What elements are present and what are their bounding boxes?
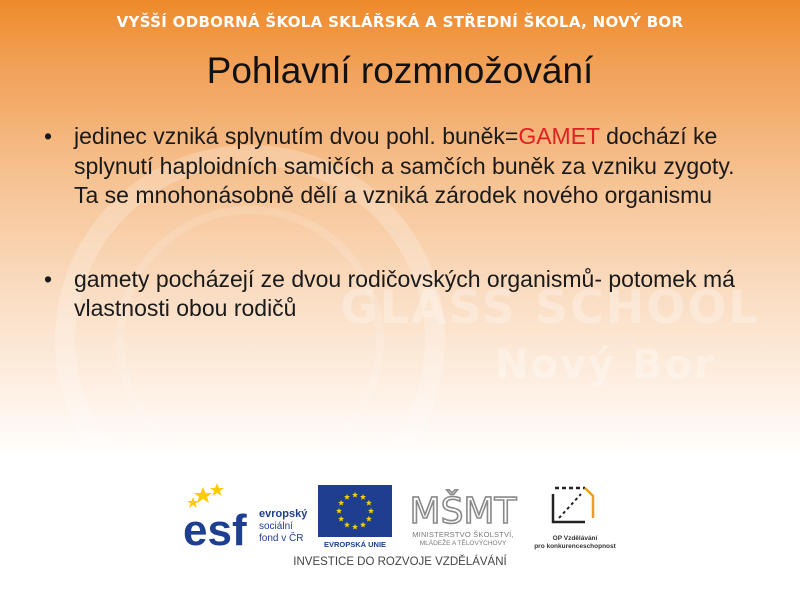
esf-letters: esf <box>183 506 247 551</box>
bullet-item-parents <box>44 265 744 324</box>
msmt-logo <box>398 483 528 531</box>
msmt-line2: MLÁDEŽE A TĚLOVÝCHOVY <box>419 540 507 547</box>
bullet-marker: • <box>44 123 53 149</box>
bullet-item-gamets <box>44 122 744 211</box>
op-line2: pro konkurenceschopnost <box>534 543 616 550</box>
op-frame-icon <box>553 488 593 522</box>
watermark-line2: Nový Bor <box>495 342 716 388</box>
slide-title: Pohlavní rozmnožování <box>206 50 594 91</box>
eu-flag-icon <box>318 485 392 537</box>
bullet-text: gamety pocházejí ze dvou rodičovských organismů- potomek má vlastnosti obou rodičů <box>74 265 735 321</box>
watermark-line1: GLASS SCHOOL <box>340 280 760 334</box>
header-bar <box>0 0 800 44</box>
gamet-highlight: GAMET <box>518 123 600 149</box>
esf-logo <box>183 483 313 551</box>
esf-star-icon <box>187 483 224 508</box>
msmt-letters: MŠMT <box>409 491 517 531</box>
bullet-text-after: dochází ke splynutí haploidních samičích a samčích buněk za vzniku zygoty. Ta se mnohonásobně dělí a vzniká zárodek nového organismu <box>74 123 735 208</box>
op-vzdelavani-logo <box>545 482 605 532</box>
investice-footer: INVESTICE DO ROZVOJE VZDĚLÁVÁNÍ <box>293 556 507 568</box>
esf-line3: fond v ČR <box>259 533 304 544</box>
bullet-list <box>44 122 744 324</box>
op-line1: OP Vzdělávání <box>552 535 598 542</box>
bullet-text-before: jedinec vzniká splynutím dvou pohl. buněk= <box>74 123 519 149</box>
bullet-marker: • <box>44 265 53 292</box>
school-name: VYŠŠÍ ODBORNÁ ŠKOLA SKLÁŘSKÁ A STŘEDNÍ ŠKOLA, NOVÝ BOR <box>116 13 684 31</box>
esf-line1: evropský <box>259 508 308 520</box>
esf-line2: sociální <box>259 521 293 532</box>
msmt-line1: MINISTERSTVO ŠKOLSTVÍ, <box>412 530 514 539</box>
eu-label: EVROPSKÁ UNIE <box>323 540 387 549</box>
